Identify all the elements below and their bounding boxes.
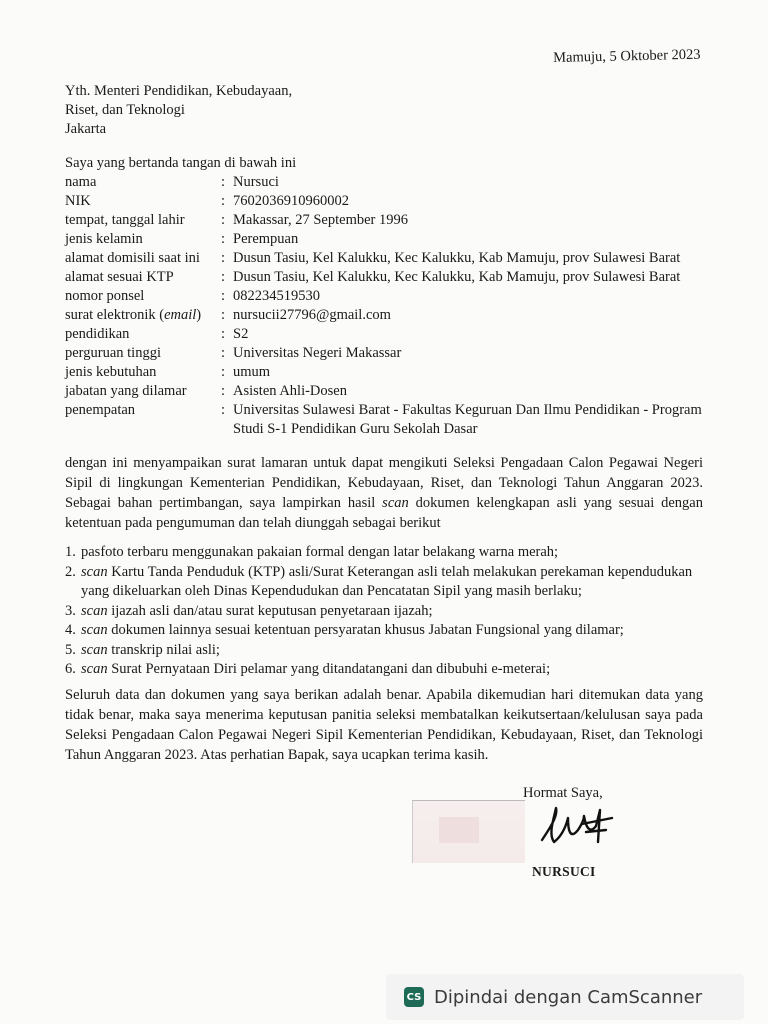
list-item: 1. pasfoto terbaru menggunakan pakaian formal dengan latar belakang warna merah;	[65, 544, 559, 560]
recipient-line-1: Yth. Menteri Pendidikan, Kebudayaan,	[65, 83, 293, 99]
recipient-address	[65, 82, 292, 139]
field-label: jenis kelamin	[65, 231, 143, 247]
field-row-placement: penempatan : Universitas Sulawesi Barat - Fakultas Keguruan Dan Ilmu Pendidikan - Program Studi S-1 Pendidikan Guru Sekolah Dasar	[65, 401, 715, 439]
list-item: 2. scan Kartu Tanda Penduduk (KTP) asli/Surat Keterangan asli telah melakukan perekaman kependudukan yang dikeluarkan oleh Dinas Kependudukan dan Pencatatan Sipil yang masih berlaku;	[65, 563, 693, 599]
signer-name: NURSUCI	[532, 864, 596, 879]
field-row-birth: tempat, tanggal lahir : Makassar, 27 September 1996	[65, 211, 715, 230]
field-row-phone: nomor ponsel : 082234519530	[65, 287, 715, 306]
declaration-paragraph: Seluruh data dan dokumen yang saya berikan adalah benar. Apabila dikemudian hari ditemukan data yang tidak benar, maka saya menerima keputusan panitia seleksi membatalkan keikutsertaan/kelulusan saya pada Seleksi Pengadaan Calon Pegawai Negeri Sipil Kementerian Pendidikan, Kebudayaan, Riset, dan Teknologi Tahun Anggaran 2023. Atas perhatian Bapak, saya ucapkan terima kasih.	[65, 687, 703, 763]
field-value: Asisten Ahli-Dosen	[233, 383, 347, 399]
attachment-list	[65, 543, 715, 680]
field-value: Dusun Tasiu, Kel Kalukku, Kec Kalukku, Kab Mamuju, prov Sulawesi Barat	[233, 269, 681, 285]
field-value: Makassar, 27 September 1996	[233, 212, 408, 228]
camscanner-watermark	[386, 974, 744, 1020]
list-item: 3. scan ijazah asli dan/atau surat keputusan penyetaraan ijazah;	[65, 602, 433, 619]
field-row-position: jabatan yang dilamar : Asisten Ahli-Dosen	[65, 382, 715, 401]
field-row-needs: jenis kebutuhan : umum	[65, 363, 715, 382]
field-label: surat elektronik (email)	[65, 307, 202, 323]
closing-salutation: Hormat Saya,	[523, 785, 603, 801]
field-row-email: surat elektronik (email) : nursucii27796@gmail.com	[65, 306, 715, 325]
handwritten-signature	[536, 790, 616, 860]
field-label: jabatan yang dilamar	[65, 383, 187, 399]
field-value: Universitas Sulawesi Barat - Fakultas Keguruan Dan Ilmu Pendidikan - Program Studi S-1 Pendidikan Guru Sekolah Dasar	[233, 402, 702, 437]
field-row-nik: NIK : 7602036910960002	[65, 192, 715, 211]
list-item: 5. scan transkrip nilai asli;	[65, 641, 220, 658]
watermark-text: Dipindai dengan CamScanner	[434, 986, 703, 1008]
application-paragraph: dengan ini menyampaikan surat lamaran untuk dapat mengikuti Seleksi Pengadaan Calon Pegawai Negeri Sipil di lingkungan Kementerian Pendidikan, Kebudayaan, Riset, dan Teknologi Tahun Anggaran 2023. Sebagai bahan pertimbangan, saya lampirkan hasil scan dokumen kelengkapan asli yang sesuai dengan ketentuan pada pengumuman dan telah diunggah sebagai berikut	[65, 455, 703, 531]
recipient-line-2: Riset, dan Teknologi	[65, 102, 185, 118]
field-value: Perempuan	[233, 231, 299, 247]
recipient-line-3: Jakarta	[65, 121, 107, 137]
field-value: Nursuci	[233, 174, 279, 190]
field-value: nursucii27796@gmail.com	[233, 307, 391, 323]
field-label: penempatan	[65, 402, 136, 418]
field-label: alamat sesuai KTP	[65, 269, 174, 285]
field-label: pendidikan	[65, 326, 130, 342]
stamp-ink	[439, 817, 479, 843]
field-row-ktp-address: alamat sesuai KTP : Dusun Tasiu, Kel Kalukku, Kec Kalukku, Kab Mamuju, prov Sulawesi Barat	[65, 268, 715, 287]
list-item: 6. scan Surat Pernyataan Diri pelamar yang ditandatangani dan dibubuhi e-meterai;	[65, 661, 551, 677]
letter-date: Mamuju, 5 Oktober 2023	[553, 46, 701, 66]
meterai-stamp	[412, 800, 525, 863]
field-row-education: pendidikan : S2	[65, 325, 715, 344]
applicant-fields	[65, 173, 715, 439]
field-label: NIK	[65, 193, 91, 209]
field-value: S2	[233, 326, 249, 342]
field-value: Universitas Negeri Makassar	[233, 345, 402, 361]
field-row-gender: jenis kelamin : Perempuan	[65, 230, 715, 249]
field-label: nomor ponsel	[65, 288, 145, 304]
field-label: jenis kebutuhan	[65, 364, 157, 380]
field-label: perguruan tinggi	[65, 345, 161, 361]
field-row-domicile: alamat domisili saat ini : Dusun Tasiu, Kel Kalukku, Kec Kalukku, Kab Mamuju, prov Sulawesi Barat	[65, 249, 715, 268]
field-value: Dusun Tasiu, Kel Kalukku, Kec Kalukku, Kab Mamuju, prov Sulawesi Barat	[233, 250, 681, 266]
field-row-nama: nama : Nursuci	[65, 173, 715, 192]
field-label: tempat, tanggal lahir	[65, 212, 185, 228]
field-value: umum	[233, 364, 271, 380]
field-value: 082234519530	[233, 288, 320, 304]
field-row-university: perguruan tinggi : Universitas Negeri Makassar	[65, 344, 715, 363]
intro-text: Saya yang bertanda tangan di bawah ini	[65, 155, 297, 171]
camscanner-logo-icon: CS	[404, 987, 424, 1007]
field-value: 7602036910960002	[233, 193, 349, 209]
list-item: 4. scan dokumen lainnya sesuai ketentuan persyaratan khusus Jabatan Fungsional yang dilamar;	[65, 622, 624, 638]
field-label: nama	[65, 174, 97, 190]
field-label: alamat domisili saat ini	[65, 250, 200, 266]
